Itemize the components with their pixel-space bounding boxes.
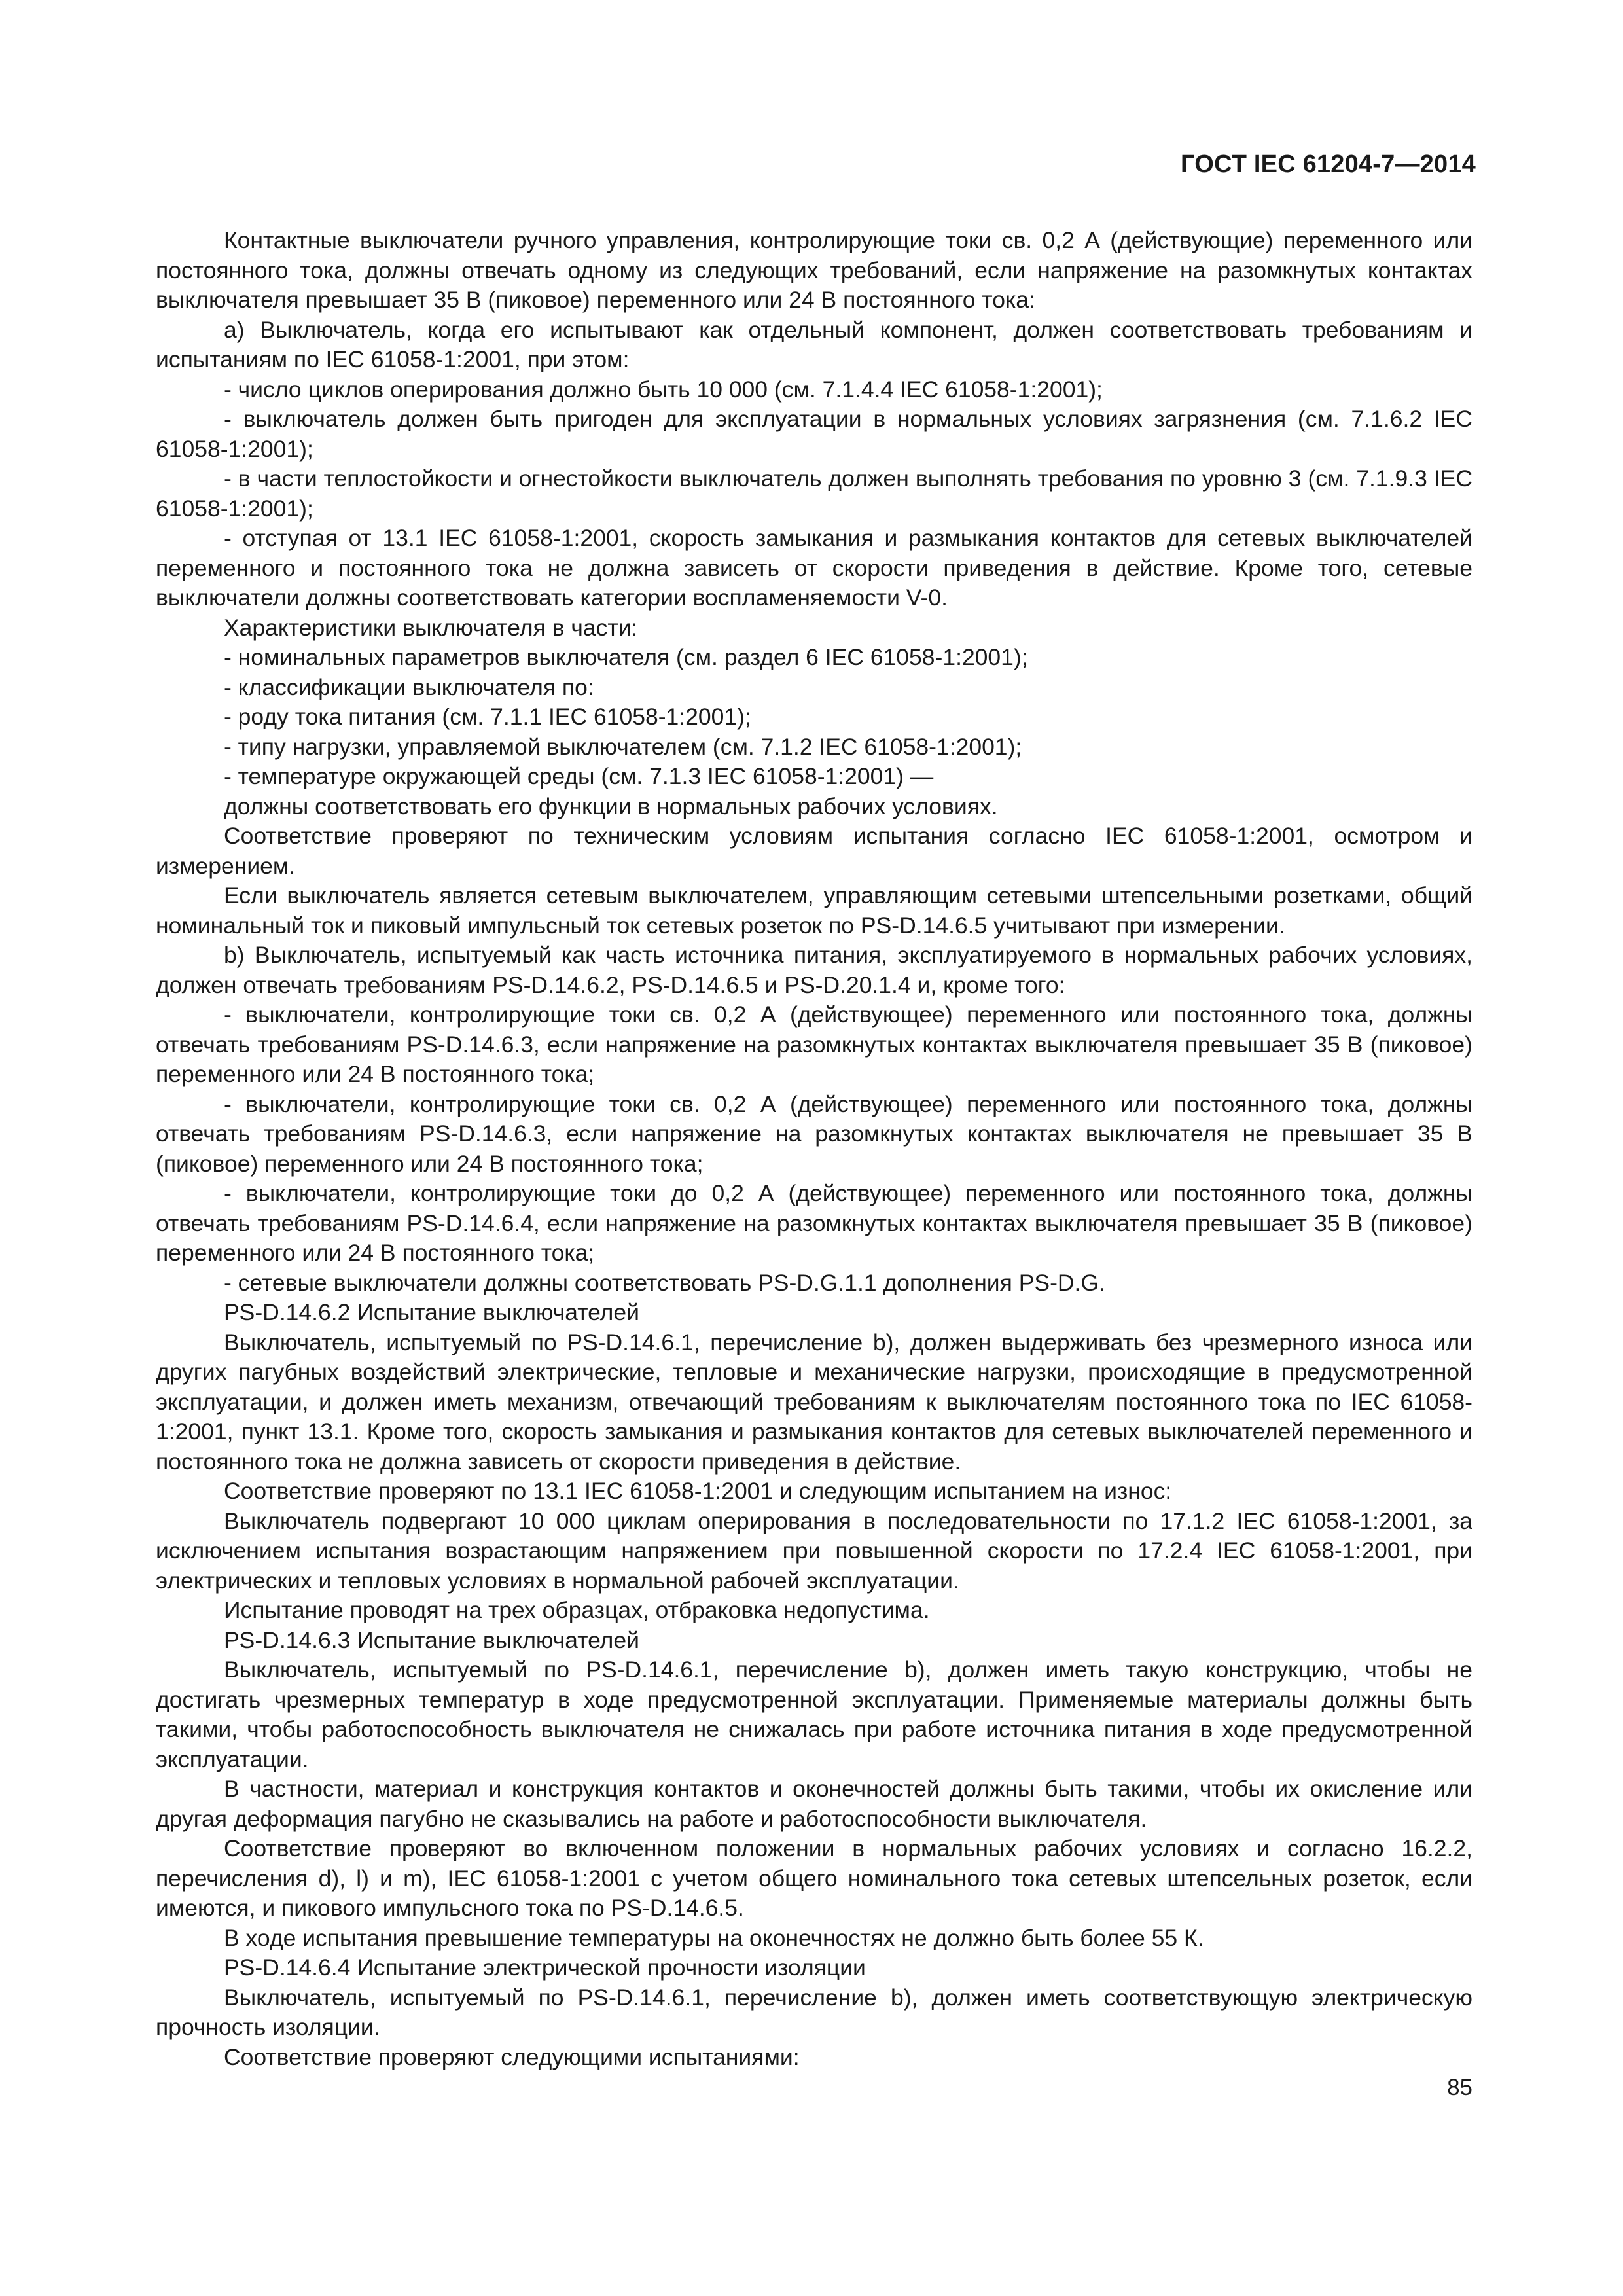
paragraph: Соответствие проверяют по 13.1 IEC 61058-1:2001 и следующим испытанием на износ: — [224, 1478, 1172, 1504]
paragraph: В частности, материал и конструкция контактов и оконечностей должны быть такими, чтобы их окисление или другая деформация пагубно не сказывались на работе и работоспособности выключателя. — [156, 1776, 1472, 1832]
list-item: - в части теплостойкости и огнестойкости выключатель должен выполнять требования по уровню 3 (см. 7.1.9.3 IEC 61058-1:2001); — [156, 465, 1472, 522]
document-header: ГОСТ IEC 61204-7—2014 — [1181, 151, 1476, 178]
paragraph: В ходе испытания превышение температуры на оконечностях не должно быть более 55 К. — [224, 1924, 1204, 1951]
paragraph: а) Выключатель, когда его испытывают как отдельный компонент, должен соответствовать требованиям и испытаниям по IEC 61058-1:2001, при этом: — [156, 316, 1472, 372]
list-item: - выключатели, контролирующие токи до 0,2 А (действующее) переменного или постоянного тока, должны отвечать требованиям PS-D.14.6.4, если напряжение на разомкнутых контактах выключателя превышает 35 В (пиковое) переменного или 24 В постоянного тока; — [156, 1180, 1472, 1266]
section-heading: PS-D.14.6.2 Испытание выключателей — [224, 1299, 639, 1325]
paragraph: Если выключатель является сетевым выключателем, управляющим сетевыми штепсельными розетками, общий номинальный ток и пиковый импульсный ток сетевых розеток по PS-D.14.6.5 учитывают при измерении. — [156, 882, 1472, 939]
paragraph: Испытание проводят на трех образцах, отбраковка недопустима. — [224, 1597, 930, 1623]
paragraph: b) Выключатель, испытуемый как часть источника питания, эксплуатируемого в нормальных рабочих условиях, должен отвечать требованиям PS-D.14.6.2, PS-D.14.6.5 и PS-D.20.1.4 и, кроме того: — [156, 942, 1472, 998]
list-item: - число циклов оперирования должно быть 10 000 (см. 7.1.4.4 IEC 61058-1:2001); — [224, 376, 1103, 403]
paragraph: Соответствие проверяют следующими испытаниями: — [224, 2043, 800, 2070]
list-item: - отступая от 13.1 IEC 61058-1:2001, скорость замыкания и размыкания контактов для сетевых выключателей переменного и постоянного тока не должна зависеть от скорости приведения в действие. Кроме того, сетевые выключатели должны соответствовать категории воспламеняемости V-0. — [156, 525, 1472, 611]
list-item: - выключатели, контролирующие токи св. 0,2 А (действующее) переменного или постоянного тока, должны отвечать требованиям PS-D.14.6.3, если напряжение на разомкнутых контактах выключателя превышает 35 В (пиковое) переменного или 24 В постоянного тока; — [156, 1001, 1472, 1087]
section-heading: PS-D.14.6.4 Испытание электрической прочности изоляции — [224, 1954, 866, 1981]
list-item: - роду тока питания (см. 7.1.1 IEC 61058-1:2001); — [224, 704, 751, 730]
list-item: - типу нагрузки, управляемой выключателем (см. 7.1.2 IEC 61058-1:2001); — [224, 733, 1022, 760]
list-item: - классификации выключателя по: — [224, 673, 594, 700]
list-item: - выключатели, контролирующие токи св. 0,2 А (действующее) переменного или постоянного тока, должны отвечать требованиям PS-D.14.6.3, если напряжение на разомкнутых контактах выключателя не превышает 35 В (пиковое) переменного или 24 В постоянного тока; — [156, 1090, 1472, 1177]
paragraph: Выключатель, испытуемый по PS-D.14.6.1, перечисление b), должен иметь соответствующую электрическую прочность изоляции. — [156, 1984, 1472, 2040]
paragraph: Соответствие проверяют во включенном положении в нормальных рабочих условиях и согласно 16.2.2, перечисления d), l) и m), IEC 61058-1:2001 с учетом общего номинального тока сетевых штепсельных розеток, если имеются, и пикового импульсного тока по PS-D.14.6.5. — [156, 1835, 1472, 1921]
paragraph: Соответствие проверяют по техническим условиям испытания согласно IEC 61058-1:2001, осмотром и измерением. — [156, 823, 1472, 879]
paragraph: Выключатель, испытуемый по PS-D.14.6.1, перечисление b), должен иметь такую конструкцию, чтобы не достигать чрезмерных температур в ходе предусмотренной эксплуатации. Применяемые материалы должны быть такими, чтобы работоспособность выключателя не снижалась при работе источника питания в ходе предусмотренной эксплуатации. — [156, 1657, 1472, 1772]
page-number: 85 — [1447, 2075, 1472, 2100]
list-item: - сетевые выключатели должны соответствовать PS-D.G.1.1 дополнения PS-D.G. — [224, 1269, 1105, 1296]
paragraph: Контактные выключатели ручного управления, контролирующие токи св. 0,2 А (действующие) переменного или постоянного тока, должны отвечать одному из следующих требований, если напряжение на разомкнутых контактах выключателя превышает 35 В (пиковое) переменного или 24 В постоянного тока: — [156, 227, 1472, 313]
paragraph: Выключатель подвергают 10 000 циклам оперирования в последовательности по 17.1.2 IEC 61058-1:2001, за исключением испытания возрастающим напряжением при повышенной скорости по 17.2.4 IEC 61058-1:2001, при электрических и тепловых условиях в нормальной рабочей эксплуатации. — [156, 1507, 1472, 1594]
list-item: - выключатель должен быть пригоден для эксплуатации в нормальных условиях загрязнения (см. 7.1.6.2 IEC 61058-1:2001); — [156, 406, 1472, 462]
section-heading: PS-D.14.6.3 Испытание выключателей — [224, 1626, 639, 1653]
document-body — [156, 226, 1472, 2072]
paragraph: Выключатель, испытуемый по PS-D.14.6.1, перечисление b), должен выдерживать без чрезмерного износа или других пагубных воздействий электрические, тепловые и механические нагрузки, происходящие в предусмотренной эксплуатации, и должен иметь механизм, отвечающий требованиям к выключателям постоянного тока по IEC 61058-1:2001, пункт 13.1. Кроме того, скорость замыкания и размыкания контактов для сетевых выключателей переменного и постоянного тока не должна зависеть от скорости приведения в действие. — [156, 1329, 1472, 1475]
paragraph: должны соответствовать его функции в нормальных рабочих условиях. — [224, 793, 998, 819]
list-item: - номинальных параметров выключателя (см. раздел 6 IEC 61058-1:2001); — [224, 644, 1028, 670]
list-item: - температуре окружающей среды (см. 7.1.3 IEC 61058-1:2001) — — [224, 763, 934, 789]
paragraph: Характеристики выключателя в части: — [224, 614, 638, 641]
